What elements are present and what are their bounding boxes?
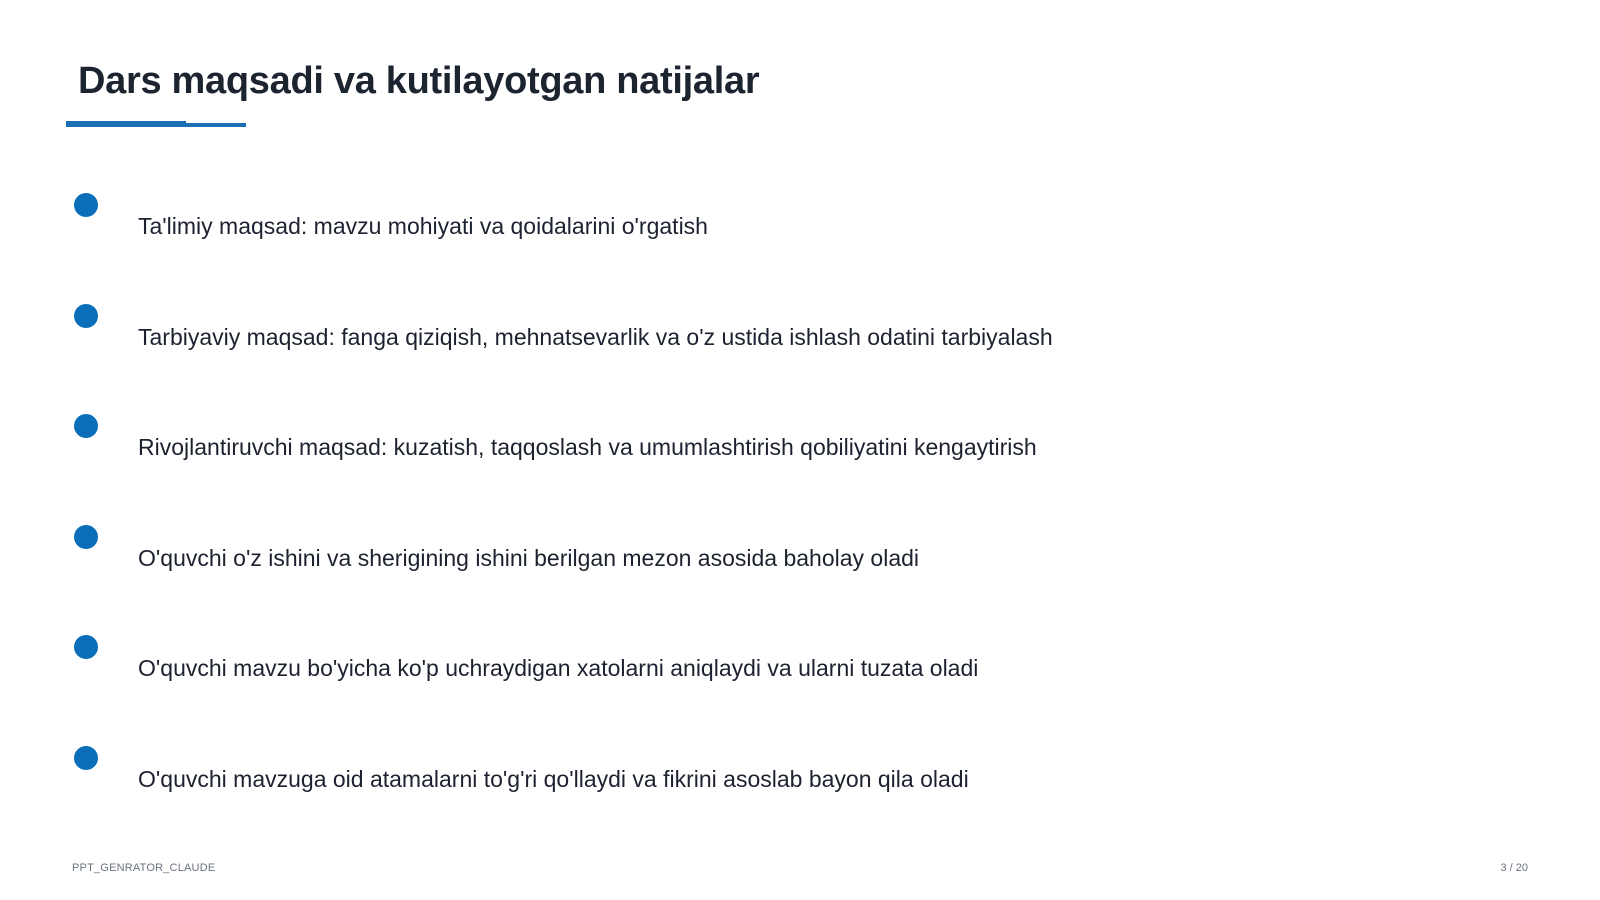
footer-source-label: PPT_GENRATOR_CLAUDE: [72, 862, 216, 874]
bullet-text: Rivojlantiruvchi maqsad: kuzatish, taqqoslash va umumlashtirish qobiliyatini kengaytirish: [138, 434, 1037, 460]
bullet-text: Tarbiyaviy maqsad: fanga qiziqish, mehnatsevarlik va o'z ustida ishlash odatini tarbiyalash: [138, 324, 1053, 350]
bullet-dot-icon: [74, 414, 98, 438]
bullet-text: O'quvchi o'z ishini va sherigining ishini berilgan mezon asosida baholay oladi: [138, 545, 920, 571]
bullet-dot-icon: [74, 304, 98, 328]
bullet-text: O'quvchi mavzu bo'yicha ko'p uchraydigan xatolarni aniqlaydi va ularni tuzata oladi: [138, 655, 979, 681]
bullet-item: [0, 635, 1600, 735]
bullet-dot-icon: [74, 193, 98, 217]
bullet-text: Ta'limiy maqsad: mavzu mohiyati va qoidalarini o'rgatish: [138, 213, 708, 239]
bullet-item: [0, 304, 1600, 404]
bullet-dot-icon: [74, 635, 98, 659]
bullet-item: [0, 414, 1600, 514]
bullet-item: [0, 525, 1600, 625]
bullet-item: [0, 746, 1600, 846]
bullet-dot-icon: [74, 525, 98, 549]
bullet-dot-icon: [74, 746, 98, 770]
bullet-item: [0, 193, 1600, 293]
slide-title: Dars maqsadi va kutilayotgan natijalar: [78, 60, 760, 102]
page-number: 3 / 20: [1500, 862, 1528, 874]
bullet-text: O'quvchi mavzuga oid atamalarni to'g'ri qo'llaydi va fikrini asoslab bayon qila oladi: [138, 766, 969, 792]
